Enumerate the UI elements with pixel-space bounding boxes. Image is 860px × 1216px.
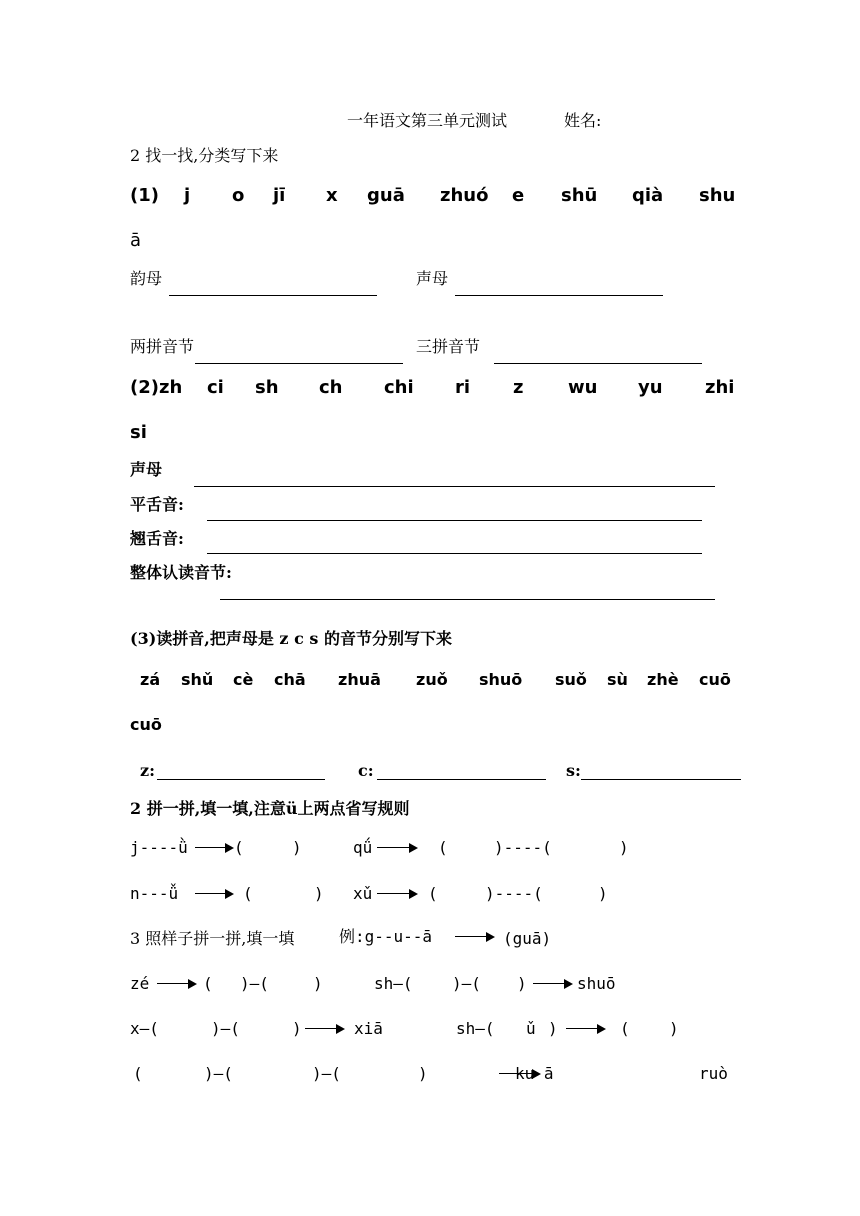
exercise-text: xǔ <box>353 884 373 903</box>
pinyin-item: zuǒ <box>416 670 448 689</box>
exercise-text: ku ā <box>515 1064 554 1083</box>
answer-line-z[interactable] <box>157 779 325 780</box>
question-label-2: (2)zh <box>130 377 183 398</box>
shengmu-label: 声母 <box>416 269 449 288</box>
arrow-icon <box>566 1024 606 1034</box>
arrow-icon <box>533 979 573 989</box>
bracket-close: ) <box>548 1019 558 1038</box>
pinyin-item: shuō <box>479 670 523 689</box>
bracket-close: ) <box>314 884 324 903</box>
bracket-close: ) <box>598 884 608 903</box>
exercise-text: )----( <box>485 884 543 903</box>
section-heading-example: 3 照样子拼一拼,填一填 <box>130 929 295 948</box>
exercise-text: shuō <box>577 974 616 993</box>
pinyin-item: qià <box>632 185 664 206</box>
z-label: z: <box>140 761 155 780</box>
answer-line-shengmu[interactable] <box>455 295 663 296</box>
answer-line-pingshe[interactable] <box>207 520 702 521</box>
bracket-open: ( <box>234 838 244 857</box>
pinyin-item: ā <box>130 230 142 251</box>
exercise-text: xiā <box>354 1019 383 1038</box>
pinyin-item: ri <box>455 377 471 398</box>
answer-line-qiaoshe[interactable] <box>207 553 702 554</box>
exercise-text: zé <box>130 974 150 993</box>
exercise-text: ruò <box>699 1064 728 1083</box>
c-label: c: <box>358 761 374 780</box>
pinyin-item: suǒ <box>555 670 587 689</box>
bracket-open: ( <box>438 838 448 857</box>
bracket-close: ) <box>669 1019 679 1038</box>
pinyin-item: ci <box>207 377 224 398</box>
exercise-text: )—( <box>211 1019 240 1038</box>
arrow-icon <box>377 843 418 853</box>
bracket-open: ( <box>428 884 438 903</box>
pinyin-item: guā <box>367 185 405 206</box>
exercise-text: )—( <box>240 974 269 993</box>
exercise-text: )—( <box>312 1064 341 1083</box>
bracket-open: ( <box>243 884 253 903</box>
pinyin-item: x <box>326 185 338 206</box>
pinyin-item: sh <box>255 377 279 398</box>
arrow-icon <box>305 1024 345 1034</box>
pinyin-item: e <box>512 185 525 206</box>
pinyin-item: shu <box>699 185 736 206</box>
shengmu-label-2: 声母 <box>130 460 163 479</box>
qiaoshe-label: 翘舌音: <box>130 529 184 548</box>
answer-line-s[interactable] <box>581 779 741 780</box>
pinyin-item: yu <box>638 377 663 398</box>
sanpin-label: 三拼音节 <box>416 337 481 356</box>
bracket-close: ) <box>313 974 323 993</box>
arrow-icon <box>377 889 418 899</box>
pinyin-item: chi <box>384 377 414 398</box>
s-label: s: <box>566 761 581 780</box>
page-title: 一年语文第三单元测试 <box>347 111 508 130</box>
pinyin-item: sù <box>607 670 628 689</box>
question-heading-3: (3)读拼音,把声母是 z c s 的音节分别写下来 <box>130 629 452 648</box>
question-label-1: (1) <box>130 185 159 206</box>
name-label: 姓名: <box>564 111 602 130</box>
pinyin-item: zhè <box>647 670 679 689</box>
pingshe-label: 平舌音: <box>130 495 184 514</box>
pinyin-item: si <box>130 422 147 443</box>
pinyin-item: wu <box>568 377 598 398</box>
pinyin-item: shǔ <box>181 670 214 689</box>
section-heading-find: 2 找一找,分类写下来 <box>130 146 279 165</box>
pinyin-item: zhuā <box>338 670 381 689</box>
pinyin-item: zá <box>140 670 161 689</box>
exercise-text: x—( <box>130 1019 159 1038</box>
exercise-text: j----ǜ <box>130 838 188 857</box>
pinyin-item: o <box>232 185 245 206</box>
answer-line-yunmu[interactable] <box>169 295 377 296</box>
bracket-open: ( <box>203 974 213 993</box>
bracket-close: ) <box>619 838 629 857</box>
exercise-text: qǘ <box>353 838 373 857</box>
exercise-text: )----( <box>494 838 552 857</box>
pinyin-item: ch <box>319 377 343 398</box>
arrow-icon <box>195 889 234 899</box>
yunmu-label: 韵母 <box>130 269 163 288</box>
pinyin-item: zhuó <box>440 185 489 206</box>
section-heading-spell: 2 拼一拼,填一填,注意ü上两点省写规则 <box>130 799 410 818</box>
pinyin-item: zhi <box>705 377 735 398</box>
bracket-close: ) <box>418 1064 428 1083</box>
exercise-text: )—( <box>204 1064 233 1083</box>
bracket-open: ( <box>620 1019 630 1038</box>
answer-line-sanpin[interactable] <box>494 363 702 364</box>
pinyin-item: z <box>513 377 524 398</box>
exercise-text: )—( <box>452 974 481 993</box>
answer-line-shengmu-2[interactable] <box>194 486 715 487</box>
example-result: (guā) <box>503 929 552 948</box>
pinyin-item: cuō <box>130 715 162 734</box>
answer-line-zhengti[interactable] <box>220 599 715 600</box>
answer-line-c[interactable] <box>377 779 546 780</box>
exercise-text: n---ǚ <box>130 884 179 903</box>
bracket-close: ) <box>292 1019 302 1038</box>
arrow-icon <box>455 932 495 942</box>
answer-line-liangpin[interactable] <box>195 363 403 364</box>
pinyin-item: shū <box>561 185 598 206</box>
exercise-text: ǔ <box>526 1019 536 1038</box>
pinyin-item: j <box>184 185 191 206</box>
arrow-icon <box>195 843 234 853</box>
liangpin-label: 两拼音节 <box>130 337 195 356</box>
bracket-open: ( <box>133 1064 143 1083</box>
pinyin-item: cuō <box>699 670 731 689</box>
exercise-text: sh—( <box>456 1019 495 1038</box>
pinyin-item: chā <box>274 670 306 689</box>
pinyin-item: cè <box>233 670 254 689</box>
exercise-text: sh—( <box>374 974 413 993</box>
bracket-close: ) <box>517 974 527 993</box>
zhengti-label: 整体认读音节: <box>130 563 232 582</box>
example-text: 例:g--u--ā <box>339 927 433 946</box>
pinyin-item: jī <box>273 185 286 206</box>
bracket-close: ) <box>292 838 302 857</box>
arrow-icon <box>157 979 197 989</box>
